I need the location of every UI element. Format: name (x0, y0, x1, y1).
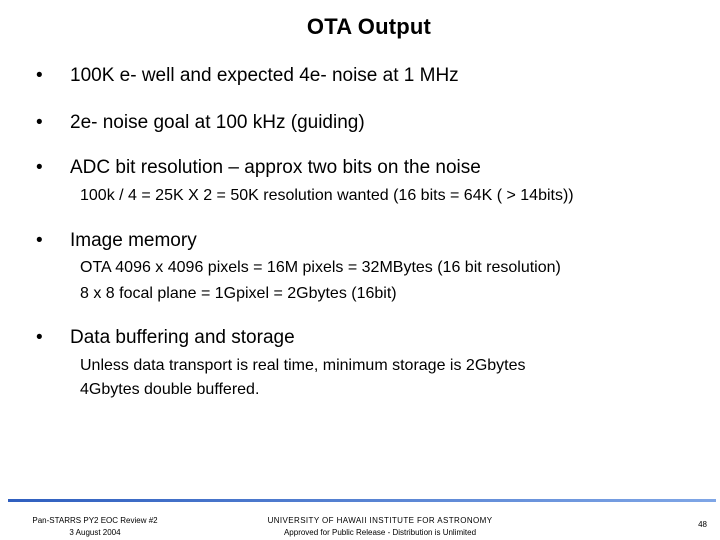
footer-review-name: Pan-STARRS PY2 EOC Review #2 (32, 516, 158, 525)
bullet-text: 100K e- well and expected 4e- noise at 1 MHz (70, 65, 459, 86)
bullet-item-noise (36, 65, 459, 87)
bullet-text: 2e- noise goal at 100 kHz (guiding) (70, 112, 365, 133)
bullet-dot: • (36, 65, 43, 86)
footer-review-date: 3 August 2004 (69, 528, 121, 537)
bullet-item-image-memory (36, 230, 197, 252)
bullet-text: Image memory (70, 230, 197, 251)
bullet-dot: • (36, 112, 43, 133)
footer-institution (230, 515, 530, 539)
bullet-text: Data buffering and storage (70, 327, 295, 348)
bullet-dot: • (36, 230, 43, 251)
sub-item-ota-pixels: OTA 4096 x 4096 pixels = 16M pixels = 32MBytes (16 bit resolution) (80, 259, 561, 276)
bullet-dot: • (36, 327, 43, 348)
bullet-dot: • (36, 157, 43, 178)
sub-item-adc-calc: 100k / 4 = 25K X 2 = 50K resolution wanted (16 bits = 64K ( > 14bits)) (80, 187, 574, 204)
page-number: 48 (698, 520, 707, 529)
sub-item-double-buffered: 4Gbytes double buffered. (80, 381, 260, 398)
bullet-item-noise-goal (36, 112, 365, 134)
footer-review-info (6, 515, 184, 539)
footer-divider (8, 499, 716, 502)
bullet-item-adc (36, 157, 481, 179)
slide-title: OTA Output (306, 14, 432, 39)
sub-item-focal-plane: 8 x 8 focal plane = 1Gpixel = 2Gbytes (16bit) (80, 285, 397, 302)
sub-item-min-storage: Unless data transport is real time, minimum storage is 2Gbytes (80, 357, 526, 374)
footer-institution-name: UNIVERSITY OF HAWAII INSTITUTE FOR ASTRONOMY (267, 516, 493, 525)
bullet-text: ADC bit resolution – approx two bits on the noise (70, 157, 481, 178)
footer-release-note: Approved for Public Release - Distribution is Unlimited (283, 528, 477, 537)
bullet-item-data-buffering (36, 327, 295, 349)
